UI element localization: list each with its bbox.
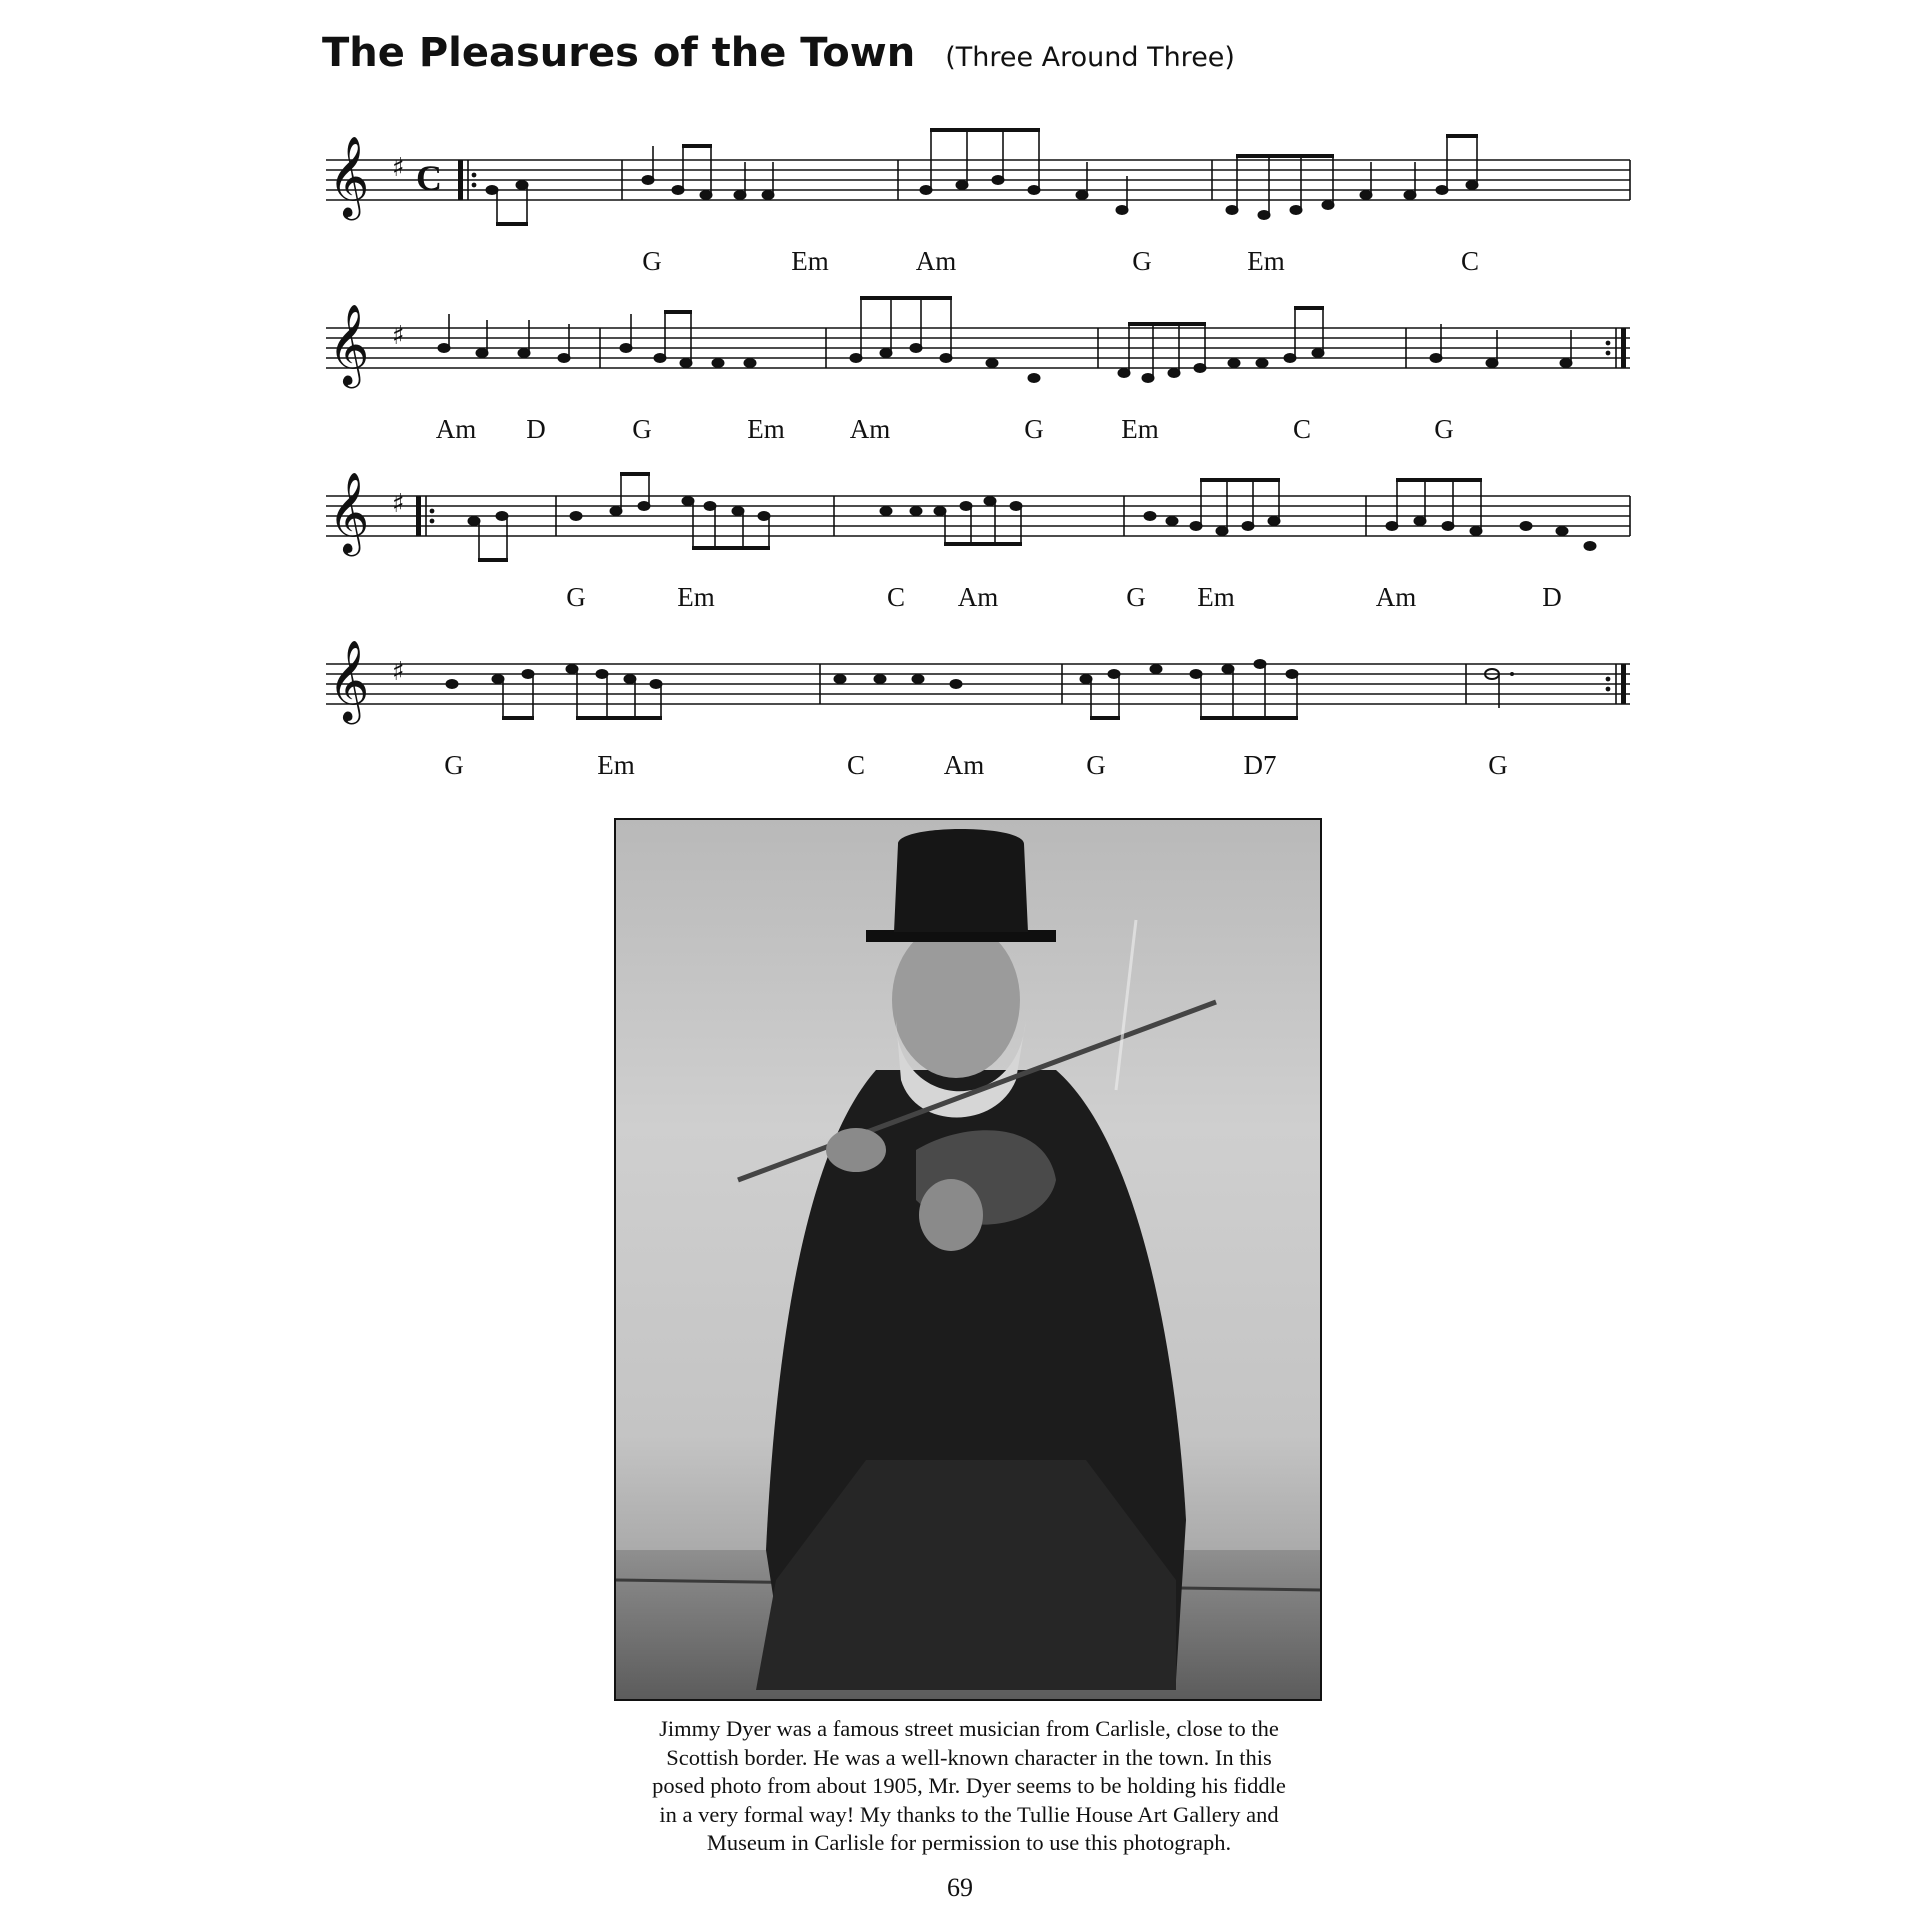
chord-label: Am <box>957 582 999 612</box>
chord-label: D7 <box>1243 750 1277 780</box>
chord-label: Em <box>1121 414 1159 444</box>
chord-label: C <box>846 750 866 780</box>
chord-label: C <box>886 582 906 612</box>
photo-caption <box>574 1715 1364 1858</box>
treble-clef-icon: 𝄞 <box>328 471 370 553</box>
chord-label: G <box>1488 750 1508 780</box>
chord-label: Am <box>943 750 985 780</box>
treble-clef-icon: 𝄞 <box>328 639 370 721</box>
tune-subtitle: (Three Around Three) <box>945 42 1235 73</box>
chord-label: G <box>566 582 586 612</box>
staff-1 <box>326 135 1636 260</box>
chord-label: Am <box>915 246 957 276</box>
staff-4 <box>326 639 1636 764</box>
fiddler-photo-illustration <box>616 820 1320 1699</box>
chord-label: G <box>1024 414 1044 444</box>
staff-3 <box>326 471 1636 596</box>
treble-clef-icon: 𝄞 <box>328 135 370 217</box>
chord-label: G <box>1126 582 1146 612</box>
notes <box>468 472 1596 562</box>
chord-label: Em <box>1197 582 1235 612</box>
chord-label: G <box>1434 414 1454 444</box>
caption-line: Museum in Carlisle for permission to use this photograph. <box>706 1830 1232 1856</box>
chord-label: Am <box>849 414 891 444</box>
notes <box>486 128 1478 226</box>
tune-title: The Pleasures of the Town <box>322 30 916 76</box>
page-number: 69 <box>947 1873 973 1902</box>
notes <box>446 660 1514 721</box>
chord-label: Am <box>1375 582 1417 612</box>
chord-label: Am <box>435 414 477 444</box>
fiddler-photo <box>614 818 1322 1701</box>
chord-label: Em <box>597 750 635 780</box>
chord-label: C <box>1292 414 1312 444</box>
chord-label: C <box>1460 246 1480 276</box>
sharp-icon: ♯ <box>392 489 405 519</box>
caption-line: Jimmy Dyer was a famous street musician from Carlisle, close to the <box>659 1716 1279 1741</box>
chord-label: G <box>1132 246 1152 276</box>
chord-label: D <box>526 414 546 444</box>
common-time-icon: C <box>416 158 442 198</box>
chord-label: Em <box>747 414 785 444</box>
caption-line: Scottish border. He was a well-known character in the town. In this <box>666 1744 1272 1770</box>
chord-label: Em <box>677 582 715 612</box>
chord-label: Em <box>1247 246 1285 276</box>
treble-clef-icon: 𝄞 <box>328 303 370 385</box>
caption-line: in a very formal way! My thanks to the Tullie House Art Gallery and <box>659 1801 1279 1827</box>
sharp-icon: ♯ <box>392 321 405 351</box>
chord-label: Em <box>791 246 829 276</box>
sharp-icon: ♯ <box>392 657 405 687</box>
chord-label: D <box>1542 582 1562 612</box>
chord-label: G <box>642 246 662 276</box>
chord-label: G <box>1086 750 1106 780</box>
staff-2 <box>326 303 1636 428</box>
notes <box>438 296 1572 383</box>
title-row <box>322 30 1235 76</box>
sharp-icon: ♯ <box>392 153 405 183</box>
caption-line: posed photo from about 1905, Mr. Dyer seems to be holding his fiddle <box>652 1773 1286 1799</box>
chord-label: G <box>444 750 464 780</box>
chord-label: G <box>632 414 652 444</box>
